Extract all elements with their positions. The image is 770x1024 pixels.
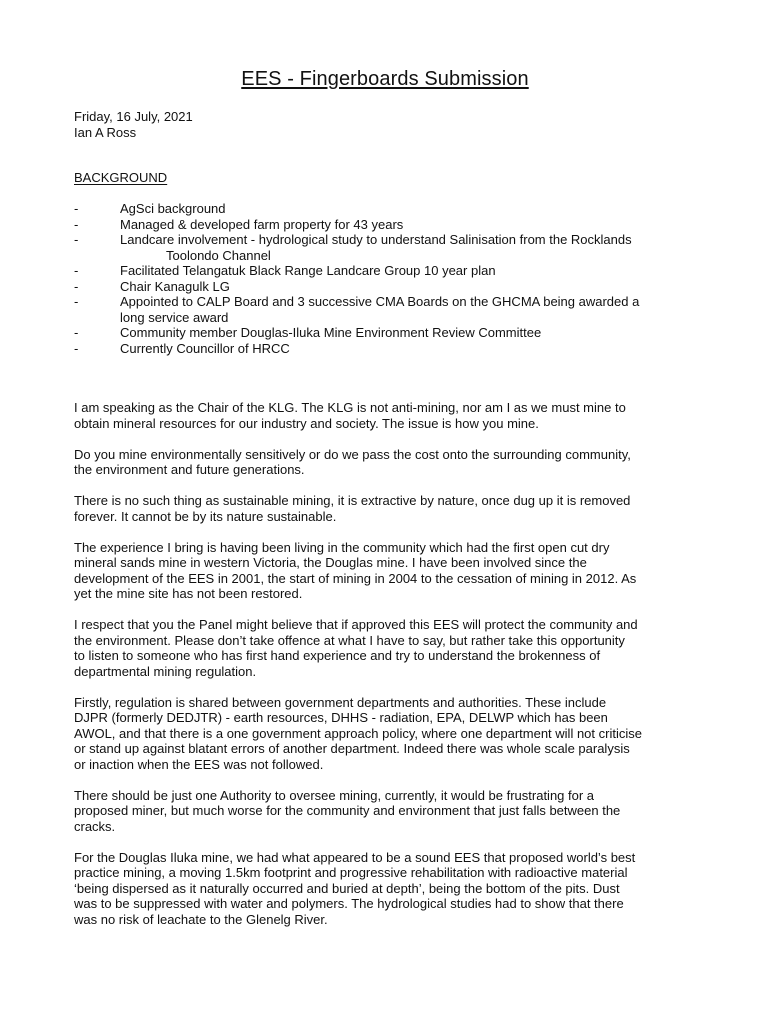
paragraph-line: obtain mineral resources for our industry and society. The issue is how you mine. <box>74 415 539 431</box>
body-paragraph <box>74 788 704 835</box>
document-title: EES - Fingerboards Submission <box>241 68 529 90</box>
list-item-text: Toolondo Channel <box>166 247 271 263</box>
paragraph-line: There is no such thing as sustainable mining, it is extractive by nature, once dug up it is removed <box>74 493 631 508</box>
background-list-item <box>74 279 714 295</box>
paragraph-line: I respect that you the Panel might believe that if approved this EES will protect the community and <box>74 617 638 632</box>
list-item-text: Appointed to CALP Board and 3 successive CMA Boards on the GHCMA being awarded a <box>120 294 640 309</box>
background-list-item <box>74 263 714 279</box>
background-list-item <box>74 201 714 217</box>
paragraph-line: Do you mine environmentally sensitively or do we pass the cost onto the surrounding community, <box>74 446 631 462</box>
list-dash: - <box>74 294 79 309</box>
body-paragraph <box>74 850 704 928</box>
paragraph-line: The experience I bring is having been living in the community which had the first open cut dry <box>74 539 610 555</box>
list-dash: - <box>74 216 79 232</box>
paragraph-line: the environment and future generations. <box>74 462 305 477</box>
background-heading: BACKGROUND <box>74 170 168 185</box>
paragraph-line: departmental mining regulation. <box>74 663 257 679</box>
document-meta <box>74 109 193 140</box>
list-item-text: Managed & developed farm property for 43 years <box>120 216 404 232</box>
document-body <box>74 400 704 943</box>
list-item-text: Facilitated Telangatuk Black Range Landcare Group 10 year plan <box>120 263 496 278</box>
paragraph-line: forever. It cannot be by its nature sustainable. <box>74 508 337 524</box>
paragraph-line: was to be suppressed with water and polymers. The hydrological studies had to show that there <box>74 896 624 911</box>
background-list-item <box>74 294 714 325</box>
list-item-text: Currently Councillor of HRCC <box>120 340 290 356</box>
list-item-text: AgSci background <box>120 201 226 216</box>
paragraph-line: proposed miner, but much worse for the community and environment that just falls between the <box>74 803 621 818</box>
background-list-item <box>74 217 714 233</box>
paragraph-line: I am speaking as the Chair of the KLG. The KLG is not anti-mining, nor am I as we must mine to <box>74 400 626 415</box>
background-list-item <box>74 341 714 357</box>
document-author: Ian A Ross <box>74 124 137 140</box>
list-dash: - <box>74 278 79 294</box>
body-paragraph <box>74 447 704 478</box>
list-dash: - <box>74 263 79 278</box>
list-item-text: Community member Douglas-Iluka Mine Environment Review Committee <box>120 325 542 340</box>
paragraph-line: mineral sands mine in western Victoria, the Douglas mine. I have been involved since the <box>74 555 587 570</box>
paragraph-line: cracks. <box>74 818 116 834</box>
paragraph-line: to listen to someone who has first hand experience and try to understand the brokenness of <box>74 648 601 663</box>
paragraph-line: the environment. Please don’t take offence at what I have to say, but rather take this opportunity <box>74 632 625 648</box>
body-paragraph <box>74 617 704 679</box>
body-paragraph <box>74 540 704 602</box>
background-list <box>74 201 714 356</box>
list-item-text: long service award <box>120 309 229 325</box>
list-item-text: Landcare involvement - hydrological study to understand Salinisation from the Rocklands <box>120 232 632 247</box>
paragraph-line: yet the mine site has not been restored. <box>74 586 303 601</box>
body-paragraph <box>74 695 704 773</box>
list-dash: - <box>74 201 79 216</box>
paragraph-line: was no risk of leachate to the Glenelg River. <box>74 911 328 927</box>
paragraph-line: AWOL, and that there is a one government approach policy, where one department will not criticise <box>74 725 642 741</box>
list-dash: - <box>74 232 79 247</box>
list-dash: - <box>74 340 79 356</box>
paragraph-line: Firstly, regulation is shared between government departments and authorities. These include <box>74 694 607 710</box>
paragraph-line: DJPR (formerly DEDJTR) - earth resources, DHHS - radiation, EPA, DELWP which has been <box>74 710 608 725</box>
paragraph-line: practice mining, a moving 1.5km footprint and progressive rehabilitation with radioactive material <box>74 865 628 880</box>
paragraph-line: There should be just one Authority to oversee mining, currently, it would be frustrating for a <box>74 787 595 803</box>
paragraph-line: ‘being dispersed as it naturally occurred and buried at depth’, being the bottom of the pits. Dust <box>74 880 620 896</box>
background-list-item <box>74 232 714 263</box>
body-paragraph <box>74 400 704 431</box>
list-dash: - <box>74 325 79 340</box>
paragraph-line: or inaction when the EES was not followed. <box>74 756 324 772</box>
paragraph-line: development of the EES in 2001, the start of mining in 2004 to the cessation of mining in 2012. As <box>74 570 637 586</box>
background-list-item <box>74 325 714 341</box>
document-date: Friday, 16 July, 2021 <box>74 109 193 124</box>
body-paragraph <box>74 493 704 524</box>
paragraph-line: For the Douglas Iluka mine, we had what appeared to be a sound EES that proposed world’s best <box>74 849 636 865</box>
list-item-text: Chair Kanagulk LG <box>120 278 230 294</box>
paragraph-line: or stand up against blatant errors of another department. Indeed there was whole scale paralysis <box>74 741 630 756</box>
